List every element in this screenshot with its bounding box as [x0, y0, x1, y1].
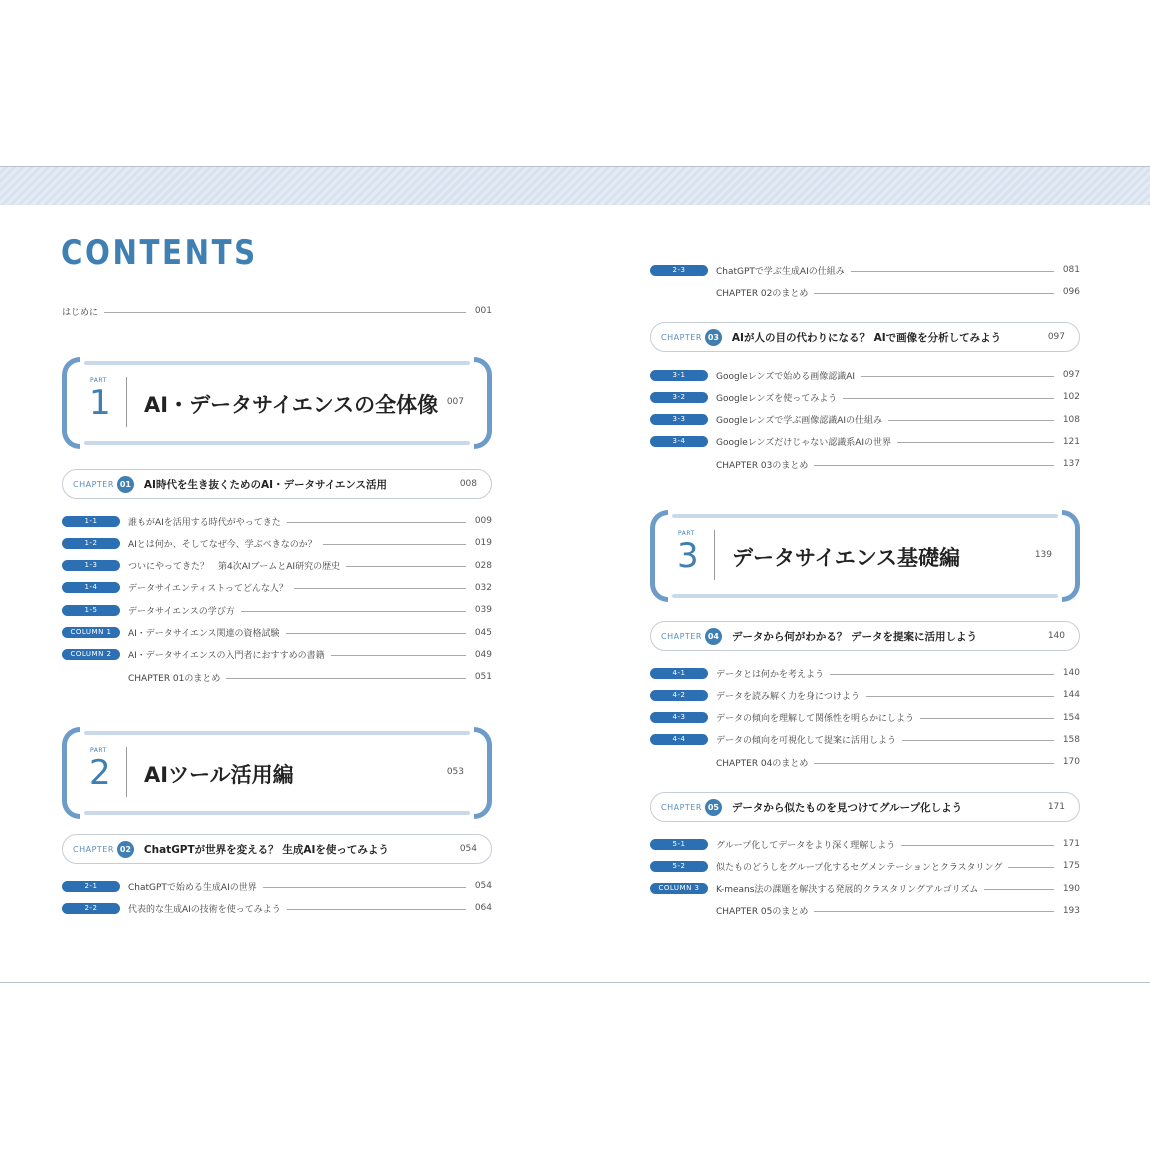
chapter-page: 097 [1047, 332, 1065, 342]
page-number: 096 [1062, 287, 1080, 298]
section-title: ChatGPTで始める生成AIの世界 [128, 882, 257, 893]
page-number: 121 [1062, 436, 1080, 447]
dot-leader [843, 398, 1054, 399]
toc-row[interactable] [650, 858, 1080, 874]
chapter-page: 140 [1047, 631, 1065, 641]
page-number: 097 [1062, 370, 1080, 380]
chapter-title: データから似たものを見つけてグループ化しよう [731, 801, 963, 814]
section-title: データの傾向を理解して関係性を明らかにしよう [716, 714, 915, 725]
intro-label: はじめに [62, 307, 99, 318]
section-badge: 1-2 [62, 538, 120, 549]
chapter-title: ChatGPTが世界を変える？ 生成AIを使ってみよう [143, 843, 389, 856]
toc-row[interactable] [650, 903, 1080, 919]
chapter-03-header[interactable] [650, 322, 1080, 352]
dot-leader [861, 376, 1054, 377]
toc-row[interactable] [62, 513, 492, 529]
section-title: 似たものどうしをグループ化するセグメンテーションとクラスタリング [716, 862, 1003, 873]
part-number: 3 [677, 536, 699, 576]
intro-row[interactable] [62, 303, 492, 319]
dot-leader [814, 293, 1054, 294]
section-badge: 3-1 [650, 370, 708, 381]
toc-row[interactable] [62, 602, 492, 618]
section-badge: 2-3 [650, 265, 708, 276]
dot-leader [902, 740, 1054, 741]
chapter-number: 01 [117, 476, 134, 493]
chapter-label: CHAPTER [73, 479, 114, 489]
part-bar-bottom [84, 441, 470, 445]
toc-row[interactable] [650, 754, 1080, 770]
section-badge: COLUMN 1 [62, 627, 120, 638]
section-title: 代表的な生成AIの技術を使ってみよう [128, 904, 281, 915]
header-band [0, 167, 1150, 205]
section-badge: 4-2 [650, 690, 708, 701]
dot-leader [104, 312, 466, 313]
part-label: PART [678, 530, 695, 537]
part-separator [126, 377, 127, 427]
page-number: 102 [1062, 392, 1080, 403]
dot-leader [897, 442, 1054, 443]
chapter-number: 04 [705, 628, 722, 645]
part-number: 1 [89, 383, 111, 423]
page-number: 170 [1062, 757, 1080, 768]
section-badge: 4-4 [650, 734, 708, 745]
page-number: 137 [1062, 459, 1080, 470]
dot-leader [287, 522, 466, 523]
section-title: Googleレンズを使ってみよう [716, 393, 838, 404]
dot-leader [866, 696, 1054, 697]
section-title: Googleレンズだけじゃない認識系AIの世界 [716, 438, 892, 449]
page-number: 140 [1062, 668, 1080, 678]
toc-row[interactable] [62, 647, 492, 663]
toc-row[interactable] [62, 625, 492, 641]
dot-leader [814, 763, 1054, 764]
page-number: 154 [1062, 712, 1080, 723]
section-title: データサイエンスの学び方 [128, 606, 235, 617]
section-title: K-means法の課題を解決する発展的クラスタリングアルゴリズム [716, 885, 979, 896]
toc-row[interactable] [650, 665, 1080, 681]
dot-leader [263, 887, 466, 888]
toc-row[interactable] [650, 732, 1080, 748]
dot-leader [226, 678, 466, 679]
section-title: データの傾向を可視化して提案に活用しよう [716, 736, 897, 747]
part-bracket-right [474, 727, 492, 819]
dot-leader [1008, 867, 1054, 868]
chapter-label: CHAPTER [661, 631, 702, 641]
part-title: データサイエンス基礎編 [732, 546, 961, 570]
section-title: AIとは何か、そしてなぜ今、学ぶべきなのか？ [128, 539, 317, 550]
dot-leader [814, 465, 1054, 466]
part-separator [714, 530, 715, 580]
section-title: データとは何かを考えよう [716, 669, 825, 680]
part-bracket-left [62, 357, 80, 449]
part-page: 053 [446, 767, 464, 777]
dot-leader [323, 544, 466, 545]
part-bar-top [84, 731, 470, 735]
book-spread [0, 166, 1150, 983]
part-bar-bottom [672, 594, 1058, 598]
dot-leader [286, 633, 466, 634]
chapter-01-header[interactable] [62, 469, 492, 499]
dot-leader [241, 611, 466, 612]
part-bracket-left [650, 510, 668, 602]
toc-row[interactable] [62, 900, 492, 916]
contents-title: CONTENTS [61, 233, 258, 273]
part-title: AI・データサイエンスの全体像 [144, 393, 439, 417]
section-badge: 3-2 [650, 392, 708, 403]
toc-row[interactable] [62, 669, 492, 685]
toc-row[interactable] [650, 710, 1080, 726]
section-badge: 3-4 [650, 436, 708, 447]
part-bracket-right [474, 357, 492, 449]
toc-row[interactable] [62, 535, 492, 551]
section-title: データサイエンティストってどんな人？ [128, 584, 288, 595]
dot-leader [287, 909, 466, 910]
section-title: ついにやってきた？ 第4次AIブームとAI研究の歴史 [128, 562, 341, 573]
dot-leader [984, 889, 1054, 890]
part-page: 139 [1034, 550, 1052, 560]
toc-row[interactable] [650, 262, 1080, 278]
chapter-number: 02 [117, 841, 134, 858]
toc-row[interactable] [650, 456, 1080, 472]
section-title: CHAPTER 04のまとめ [716, 758, 809, 769]
dot-leader [901, 845, 1054, 846]
toc-row[interactable] [650, 389, 1080, 405]
part-number: 2 [89, 753, 111, 793]
toc-row[interactable] [650, 687, 1080, 703]
chapter-page: 008 [459, 479, 477, 489]
section-title: グループ化してデータをより深く理解しよう [716, 840, 896, 851]
dot-leader [331, 655, 466, 656]
section-badge: 1-5 [62, 605, 120, 616]
chapter-title: AI時代を生き抜くためのAI・データサイエンス活用 [143, 478, 388, 491]
section-badge: 1-1 [62, 516, 120, 527]
section-badge: 3-3 [650, 414, 708, 425]
toc-row[interactable] [650, 412, 1080, 428]
chapter-label: CHAPTER [661, 802, 702, 812]
part-bar-top [84, 361, 470, 365]
page-number: 171 [1062, 839, 1080, 849]
chapter-title: AIが人の目の代わりになる？ AIで画像を分析してみよう [731, 331, 1002, 344]
section-title: ChatGPTで学ぶ生成AIの仕組み [716, 266, 845, 277]
page-number: 193 [1062, 905, 1080, 916]
chapter-page: 171 [1047, 802, 1065, 812]
page-number: 032 [474, 582, 492, 593]
chapter-05-header[interactable] [650, 792, 1080, 822]
section-badge: 5-2 [650, 861, 708, 872]
toc-row[interactable] [650, 881, 1080, 897]
page-number: 064 [474, 903, 492, 914]
page-number: 001 [474, 306, 492, 316]
section-badge: 4-3 [650, 712, 708, 723]
section-badge: 1-4 [62, 582, 120, 593]
page-number: 009 [474, 516, 492, 526]
page-number: 158 [1062, 734, 1080, 745]
section-badge: 2-1 [62, 881, 120, 892]
section-title: CHAPTER 03のまとめ [716, 460, 809, 471]
part-separator [126, 747, 127, 797]
dot-leader [294, 588, 466, 589]
part-bracket-right [1062, 510, 1080, 602]
chapter-label: CHAPTER [661, 332, 702, 342]
section-badge: COLUMN 3 [650, 883, 708, 894]
section-badge: 5-1 [650, 839, 708, 850]
toc-row[interactable] [650, 367, 1080, 383]
page-number: 054 [474, 881, 492, 891]
dot-leader [814, 911, 1054, 912]
page-number: 108 [1062, 414, 1080, 425]
section-badge: COLUMN 2 [62, 649, 120, 660]
dot-leader [830, 674, 1054, 675]
dot-leader [888, 420, 1054, 421]
section-title: データを読み解く力を身につけよう [716, 691, 860, 702]
page-number: 081 [1062, 265, 1080, 275]
toc-row[interactable] [650, 284, 1080, 300]
part-label: PART [90, 377, 107, 384]
section-title: CHAPTER 05のまとめ [716, 907, 809, 918]
page-number: 190 [1062, 883, 1080, 894]
toc-row[interactable] [62, 580, 492, 596]
chapter-title: データから何がわかる？ データを提案に活用しよう [731, 630, 978, 643]
page-number: 019 [474, 538, 492, 549]
part-page: 007 [446, 397, 464, 407]
chapter-label: CHAPTER [73, 844, 114, 854]
chapter-page: 054 [459, 844, 477, 854]
chapter-04-header[interactable] [650, 621, 1080, 651]
dot-leader [346, 566, 466, 567]
section-title: AI・データサイエンス関連の資格試験 [128, 629, 280, 639]
part-bar-bottom [84, 811, 470, 815]
toc-row[interactable] [650, 434, 1080, 450]
page-number: 039 [474, 605, 492, 616]
page-number: 175 [1062, 861, 1080, 872]
part-label: PART [90, 747, 107, 754]
part-bracket-left [62, 727, 80, 819]
section-badge: 2-2 [62, 903, 120, 914]
dot-leader [920, 718, 1054, 719]
page-number: 049 [474, 649, 492, 660]
chapter-02-header[interactable] [62, 834, 492, 864]
part-3-block[interactable] [650, 510, 1080, 602]
section-badge: 1-3 [62, 560, 120, 571]
part-bar-top [672, 514, 1058, 518]
toc-row[interactable] [62, 878, 492, 894]
part-2-block[interactable] [62, 727, 492, 819]
page-number: 144 [1062, 690, 1080, 701]
chapter-number: 05 [705, 799, 722, 816]
page-number: 051 [474, 672, 492, 683]
section-title: 誰もがAIを活用する時代がやってきた [128, 517, 281, 528]
toc-row[interactable] [650, 836, 1080, 852]
chapter-number: 03 [705, 329, 722, 346]
section-title: Googleレンズで始める画像認識AI [716, 371, 856, 382]
section-title: AI・データサイエンスの入門者におすすめの書籍 [128, 651, 325, 662]
toc-row[interactable] [62, 558, 492, 574]
section-title: CHAPTER 02のまとめ [716, 288, 809, 299]
dot-leader [851, 271, 1054, 272]
page-number: 045 [474, 627, 492, 638]
section-title: Googleレンズで学ぶ画像認識AIの仕組み [716, 416, 883, 427]
page-number: 028 [474, 560, 492, 571]
section-badge: 4-1 [650, 668, 708, 679]
section-title: CHAPTER 01のまとめ [128, 673, 221, 684]
part-1-block[interactable] [62, 357, 492, 449]
part-title: AIツール活用編 [144, 763, 294, 787]
